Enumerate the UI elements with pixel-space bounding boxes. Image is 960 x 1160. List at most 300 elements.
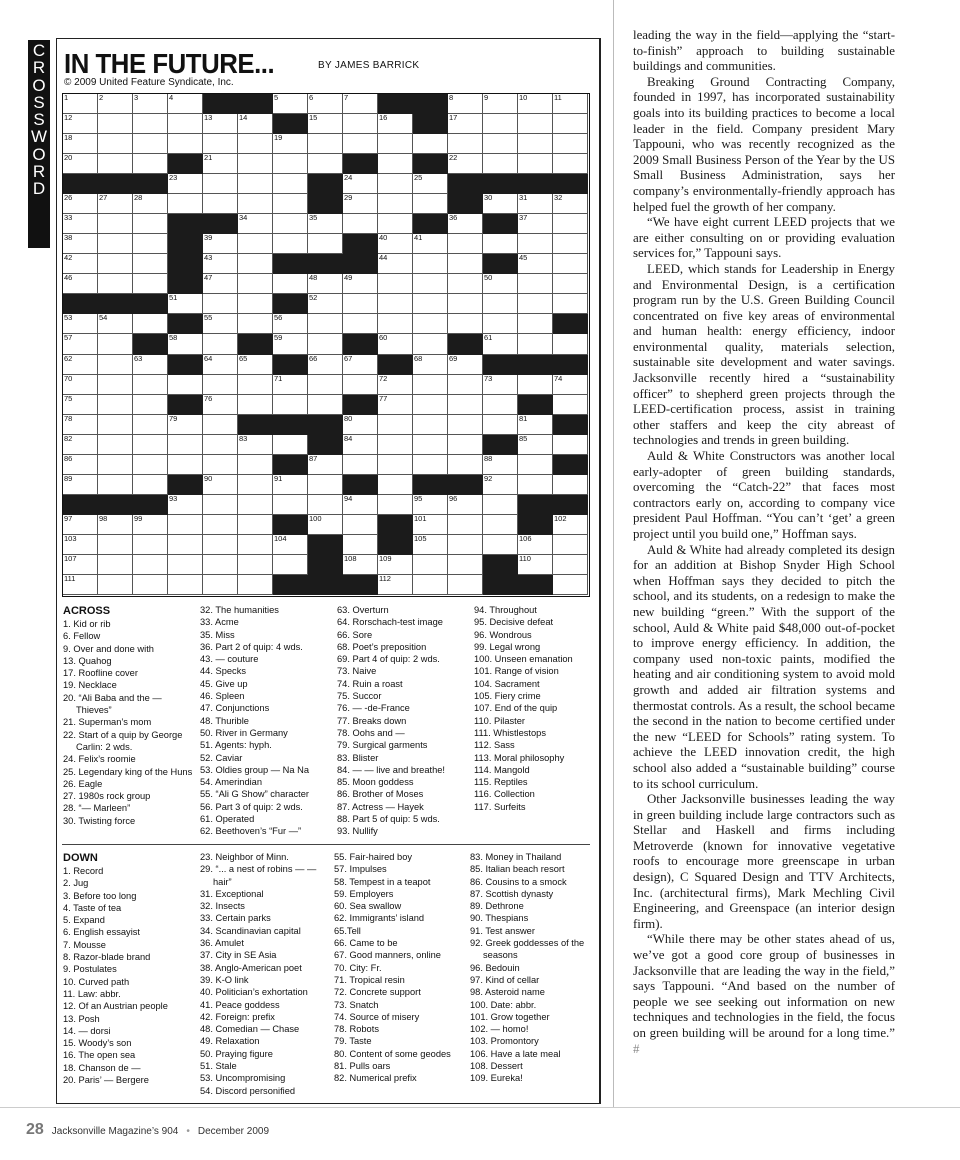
grid-cell[interactable] [448, 294, 483, 314]
grid-cell[interactable] [448, 375, 483, 395]
grid-cell[interactable] [343, 214, 378, 234]
grid-cell[interactable] [63, 134, 98, 154]
grid-cell[interactable] [203, 395, 238, 415]
grid-cell[interactable] [448, 134, 483, 154]
grid-cell[interactable] [378, 555, 413, 575]
grid-cell[interactable] [238, 395, 273, 415]
grid-cell[interactable] [238, 194, 273, 214]
grid-cell[interactable] [63, 475, 98, 495]
grid-cell[interactable] [413, 495, 448, 515]
grid-cell[interactable] [518, 375, 553, 395]
grid-cell[interactable] [343, 94, 378, 114]
grid-cell[interactable] [168, 174, 203, 194]
grid-cell[interactable] [518, 415, 553, 435]
grid-cell[interactable] [203, 154, 238, 174]
grid-cell[interactable] [63, 355, 98, 375]
grid-cell[interactable] [378, 254, 413, 274]
grid-cell[interactable] [518, 294, 553, 314]
grid-cell[interactable] [378, 174, 413, 194]
grid-cell[interactable] [238, 134, 273, 154]
grid-cell[interactable] [98, 355, 133, 375]
grid-cell[interactable] [378, 314, 413, 334]
grid-cell[interactable] [133, 134, 168, 154]
grid-cell[interactable] [343, 495, 378, 515]
grid-cell[interactable] [168, 495, 203, 515]
grid-cell[interactable] [413, 134, 448, 154]
grid-cell[interactable] [518, 435, 553, 455]
grid-cell[interactable] [98, 535, 133, 555]
grid-cell[interactable] [238, 234, 273, 254]
grid-cell[interactable] [483, 455, 518, 475]
grid-cell[interactable] [553, 395, 588, 415]
grid-cell[interactable] [308, 395, 343, 415]
grid-cell[interactable] [413, 555, 448, 575]
grid-cell[interactable] [238, 355, 273, 375]
grid-cell[interactable] [98, 154, 133, 174]
grid-cell[interactable] [448, 114, 483, 134]
grid-cell[interactable] [203, 314, 238, 334]
grid-cell[interactable] [168, 114, 203, 134]
grid-cell[interactable] [238, 535, 273, 555]
grid-cell[interactable] [378, 455, 413, 475]
grid-cell[interactable] [483, 535, 518, 555]
grid-cell[interactable] [483, 415, 518, 435]
grid-cell[interactable] [553, 154, 588, 174]
grid-cell[interactable] [448, 355, 483, 375]
grid-cell[interactable] [483, 114, 518, 134]
grid-cell[interactable] [98, 435, 133, 455]
grid-cell[interactable] [273, 535, 308, 555]
grid-cell[interactable] [273, 314, 308, 334]
grid-cell[interactable] [168, 294, 203, 314]
grid-cell[interactable] [553, 194, 588, 214]
grid-cell[interactable] [413, 314, 448, 334]
grid-cell[interactable] [98, 455, 133, 475]
grid-cell[interactable] [343, 274, 378, 294]
grid-cell[interactable] [63, 94, 98, 114]
grid-cell[interactable] [518, 254, 553, 274]
grid-cell[interactable] [133, 234, 168, 254]
grid-cell[interactable] [308, 134, 343, 154]
grid-cell[interactable] [378, 114, 413, 134]
grid-cell[interactable] [273, 375, 308, 395]
grid-cell[interactable] [518, 214, 553, 234]
grid-cell[interactable] [448, 555, 483, 575]
grid-cell[interactable] [553, 214, 588, 234]
grid-cell[interactable] [98, 314, 133, 334]
grid-cell[interactable] [343, 375, 378, 395]
grid-cell[interactable] [553, 555, 588, 575]
grid-cell[interactable] [378, 194, 413, 214]
grid-cell[interactable] [168, 535, 203, 555]
grid-cell[interactable] [63, 535, 98, 555]
grid-cell[interactable] [203, 515, 238, 535]
grid-cell[interactable] [378, 294, 413, 314]
grid-cell[interactable] [133, 455, 168, 475]
grid-cell[interactable] [553, 375, 588, 395]
grid-cell[interactable] [238, 575, 273, 595]
grid-cell[interactable] [168, 134, 203, 154]
grid-cell[interactable] [203, 555, 238, 575]
grid-cell[interactable] [378, 415, 413, 435]
grid-cell[interactable] [378, 134, 413, 154]
grid-cell[interactable] [343, 194, 378, 214]
grid-cell[interactable] [98, 254, 133, 274]
grid-cell[interactable] [168, 555, 203, 575]
grid-cell[interactable] [308, 475, 343, 495]
grid-cell[interactable] [378, 495, 413, 515]
grid-cell[interactable] [483, 274, 518, 294]
grid-number: 49 [344, 273, 353, 283]
grid-cell[interactable] [413, 415, 448, 435]
grid-cell[interactable] [203, 134, 238, 154]
grid-cell[interactable] [413, 334, 448, 354]
grid-cell[interactable] [413, 395, 448, 415]
grid-cell[interactable] [553, 114, 588, 134]
grid-cell[interactable] [63, 194, 98, 214]
grid-cell[interactable] [63, 575, 98, 595]
grid-cell[interactable] [518, 475, 553, 495]
grid-cell[interactable] [483, 234, 518, 254]
grid-cell[interactable] [63, 334, 98, 354]
grid-cell[interactable] [273, 154, 308, 174]
grid-cell[interactable] [308, 334, 343, 354]
grid-cell[interactable] [518, 314, 553, 334]
grid-cell[interactable] [168, 455, 203, 475]
grid-cell[interactable] [448, 214, 483, 234]
grid-cell[interactable] [378, 274, 413, 294]
grid-cell[interactable] [413, 355, 448, 375]
grid-cell[interactable] [308, 154, 343, 174]
grid-cell[interactable] [63, 375, 98, 395]
grid-cell[interactable] [98, 94, 133, 114]
grid-cell[interactable] [448, 435, 483, 455]
grid-cell[interactable] [238, 274, 273, 294]
grid-cell[interactable] [203, 355, 238, 375]
grid-cell[interactable] [133, 555, 168, 575]
grid-cell[interactable] [343, 294, 378, 314]
grid-cell[interactable] [518, 274, 553, 294]
grid-cell[interactable] [273, 234, 308, 254]
grid-cell[interactable] [413, 455, 448, 475]
grid-cell[interactable] [273, 194, 308, 214]
grid-cell[interactable] [448, 455, 483, 475]
grid-cell[interactable] [168, 334, 203, 354]
grid-cell[interactable] [63, 455, 98, 475]
grid-cell[interactable] [343, 114, 378, 134]
grid-cell[interactable] [448, 274, 483, 294]
grid-cell[interactable] [133, 214, 168, 234]
grid-cell[interactable] [413, 194, 448, 214]
grid-cell[interactable] [413, 375, 448, 395]
grid-cell[interactable] [63, 154, 98, 174]
grid-cell[interactable] [343, 355, 378, 375]
grid-cell[interactable] [273, 134, 308, 154]
grid-cell[interactable] [413, 234, 448, 254]
grid-cell[interactable] [308, 495, 343, 515]
grid-cell[interactable] [553, 334, 588, 354]
grid-cell[interactable] [133, 415, 168, 435]
grid-cell[interactable] [238, 294, 273, 314]
grid-cell[interactable] [343, 455, 378, 475]
grid-cell[interactable] [413, 575, 448, 595]
grid-cell[interactable] [308, 314, 343, 334]
grid-cell[interactable] [518, 154, 553, 174]
grid-cell[interactable] [343, 134, 378, 154]
grid-cell[interactable] [63, 114, 98, 134]
grid-cell[interactable] [448, 495, 483, 515]
grid-cell[interactable] [133, 114, 168, 134]
grid-cell[interactable] [448, 575, 483, 595]
grid-cell[interactable] [238, 475, 273, 495]
grid-cell[interactable] [448, 254, 483, 274]
grid-cell[interactable] [133, 355, 168, 375]
grid-cell[interactable] [553, 134, 588, 154]
grid-cell[interactable] [238, 154, 273, 174]
grid-cell[interactable] [203, 415, 238, 435]
grid-cell[interactable] [413, 254, 448, 274]
grid-cell[interactable] [63, 274, 98, 294]
grid-cell[interactable] [133, 535, 168, 555]
grid-cell[interactable] [98, 515, 133, 535]
grid-cell[interactable] [63, 234, 98, 254]
grid-cell[interactable] [238, 114, 273, 134]
grid-cell[interactable] [343, 314, 378, 334]
grid-cell[interactable] [133, 475, 168, 495]
grid-cell[interactable] [308, 375, 343, 395]
grid-cell[interactable] [273, 395, 308, 415]
grid-cell[interactable] [168, 415, 203, 435]
grid-cell[interactable] [448, 314, 483, 334]
grid-cell[interactable] [273, 94, 308, 114]
grid-cell[interactable] [378, 575, 413, 595]
grid-cell[interactable] [518, 334, 553, 354]
grid-cell[interactable] [238, 555, 273, 575]
grid-cell[interactable] [483, 154, 518, 174]
grid-cell[interactable] [308, 114, 343, 134]
grid-cell[interactable] [518, 114, 553, 134]
grid-cell[interactable] [238, 375, 273, 395]
grid-cell[interactable] [483, 294, 518, 314]
grid-cell[interactable] [308, 94, 343, 114]
clue: 15. Woody’s son [63, 1038, 132, 1049]
grid-cell[interactable] [518, 455, 553, 475]
grid-cell[interactable] [483, 395, 518, 415]
grid-cell[interactable] [308, 214, 343, 234]
grid-cell[interactable] [308, 294, 343, 314]
grid-cell[interactable] [273, 334, 308, 354]
grid-cell[interactable] [273, 214, 308, 234]
grid-cell[interactable] [273, 475, 308, 495]
grid-cell[interactable] [378, 214, 413, 234]
grid-cell[interactable] [203, 475, 238, 495]
grid-cell[interactable] [343, 435, 378, 455]
grid-cell[interactable] [448, 515, 483, 535]
grid-cell[interactable] [133, 515, 168, 535]
grid-cell[interactable] [238, 174, 273, 194]
grid-cell[interactable] [168, 435, 203, 455]
grid-cell[interactable] [98, 415, 133, 435]
grid-cell[interactable] [203, 535, 238, 555]
grid-cell[interactable] [308, 355, 343, 375]
grid-cell[interactable] [308, 455, 343, 475]
grid-cell[interactable] [448, 395, 483, 415]
grid-cell[interactable] [133, 435, 168, 455]
grid-cell[interactable] [203, 495, 238, 515]
grid-cell[interactable] [343, 555, 378, 575]
grid-cell[interactable] [203, 294, 238, 314]
grid-cell[interactable] [483, 94, 518, 114]
grid-cell[interactable] [98, 375, 133, 395]
grid-cell[interactable] [553, 94, 588, 114]
grid-cell[interactable] [63, 314, 98, 334]
grid-cell[interactable] [308, 515, 343, 535]
grid-cell[interactable] [133, 154, 168, 174]
grid-cell[interactable] [308, 234, 343, 254]
grid-cell[interactable] [343, 415, 378, 435]
grid-cell[interactable] [518, 234, 553, 254]
grid-cell[interactable] [63, 515, 98, 535]
grid-cell[interactable] [238, 455, 273, 475]
grid-cell[interactable] [98, 575, 133, 595]
grid-cell[interactable] [203, 254, 238, 274]
grid-cell[interactable] [98, 134, 133, 154]
clue: 9. Over and done with [63, 643, 154, 654]
grid-cell[interactable] [168, 515, 203, 535]
grid-cell[interactable] [203, 274, 238, 294]
grid-cell[interactable] [203, 435, 238, 455]
grid-cell[interactable] [378, 375, 413, 395]
grid-cell[interactable] [203, 234, 238, 254]
grid-cell[interactable] [413, 274, 448, 294]
grid-cell[interactable] [238, 435, 273, 455]
grid-cell[interactable] [133, 94, 168, 114]
grid-cell[interactable] [413, 294, 448, 314]
grid-number: 95 [414, 493, 423, 503]
grid-cell[interactable] [63, 395, 98, 415]
grid-cell[interactable] [238, 314, 273, 334]
grid-cell[interactable] [378, 475, 413, 495]
grid-cell[interactable] [518, 555, 553, 575]
grid-cell[interactable] [553, 475, 588, 495]
grid-cell[interactable] [413, 174, 448, 194]
grid-cell[interactable] [448, 535, 483, 555]
grid-cell[interactable] [98, 475, 133, 495]
grid-cell[interactable] [98, 555, 133, 575]
grid-cell[interactable] [133, 314, 168, 334]
grid-cell[interactable] [98, 194, 133, 214]
grid-cell[interactable] [343, 515, 378, 535]
grid-cell[interactable] [448, 415, 483, 435]
grid-cell[interactable] [63, 555, 98, 575]
grid-cell[interactable] [238, 214, 273, 234]
grid-cell[interactable] [98, 114, 133, 134]
grid-cell[interactable] [483, 194, 518, 214]
grid-cell[interactable] [273, 495, 308, 515]
grid-cell[interactable] [203, 334, 238, 354]
grid-cell[interactable] [483, 495, 518, 515]
grid-cell[interactable] [168, 94, 203, 114]
grid-cell[interactable] [448, 94, 483, 114]
grid-cell[interactable] [98, 274, 133, 294]
grid-cell[interactable] [98, 234, 133, 254]
grid-cell[interactable] [203, 575, 238, 595]
grid-cell[interactable] [203, 114, 238, 134]
grid-cell[interactable] [553, 274, 588, 294]
grid-cell[interactable] [518, 94, 553, 114]
grid-cell[interactable] [483, 515, 518, 535]
grid-cell[interactable] [273, 174, 308, 194]
grid-cell[interactable] [63, 435, 98, 455]
grid-cell[interactable] [273, 435, 308, 455]
grid-cell[interactable] [448, 154, 483, 174]
grid-cell[interactable] [133, 575, 168, 595]
grid-cell[interactable] [98, 395, 133, 415]
grid-cell[interactable] [133, 194, 168, 214]
grid-cell[interactable] [238, 254, 273, 274]
grid-cell[interactable] [378, 154, 413, 174]
grid-cell[interactable] [238, 515, 273, 535]
grid-cell[interactable] [518, 194, 553, 214]
grid-cell[interactable] [553, 575, 588, 595]
grid-cell[interactable] [63, 254, 98, 274]
grid-cell[interactable] [203, 455, 238, 475]
grid-cell[interactable] [483, 375, 518, 395]
grid-cell[interactable] [98, 334, 133, 354]
grid-cell[interactable] [553, 254, 588, 274]
grid-cell[interactable] [553, 535, 588, 555]
grid-cell[interactable] [133, 254, 168, 274]
grid-cell[interactable] [553, 435, 588, 455]
grid-cell[interactable] [203, 194, 238, 214]
grid-cell[interactable] [343, 535, 378, 555]
grid-cell[interactable] [168, 575, 203, 595]
grid-cell[interactable] [63, 415, 98, 435]
grid-cell[interactable] [518, 535, 553, 555]
grid-cell[interactable] [483, 314, 518, 334]
grid-cell[interactable] [168, 375, 203, 395]
grid-cell[interactable] [378, 435, 413, 455]
grid-cell[interactable] [553, 234, 588, 254]
grid-cell[interactable] [273, 555, 308, 575]
grid-cell[interactable] [238, 495, 273, 515]
grid-cell[interactable] [203, 174, 238, 194]
grid-cell[interactable] [553, 515, 588, 535]
grid-cell[interactable] [483, 134, 518, 154]
grid-cell[interactable] [413, 515, 448, 535]
grid-cell[interactable] [98, 214, 133, 234]
grid-cell[interactable] [63, 214, 98, 234]
grid-cell[interactable] [378, 395, 413, 415]
grid-cell[interactable] [133, 395, 168, 415]
grid-cell[interactable] [133, 274, 168, 294]
grid-cell[interactable] [378, 334, 413, 354]
grid-cell[interactable] [518, 134, 553, 154]
grid-cell[interactable] [343, 174, 378, 194]
grid-cell[interactable] [413, 435, 448, 455]
grid-cell[interactable] [378, 234, 413, 254]
grid-cell[interactable] [133, 375, 168, 395]
grid-cell[interactable] [308, 274, 343, 294]
grid-cell[interactable] [483, 334, 518, 354]
grid-cell[interactable] [413, 535, 448, 555]
grid-cell[interactable] [448, 234, 483, 254]
grid-cell[interactable] [483, 475, 518, 495]
grid-cell[interactable] [273, 274, 308, 294]
grid-cell[interactable] [553, 294, 588, 314]
grid-cell[interactable] [203, 375, 238, 395]
grid-cell[interactable] [168, 194, 203, 214]
